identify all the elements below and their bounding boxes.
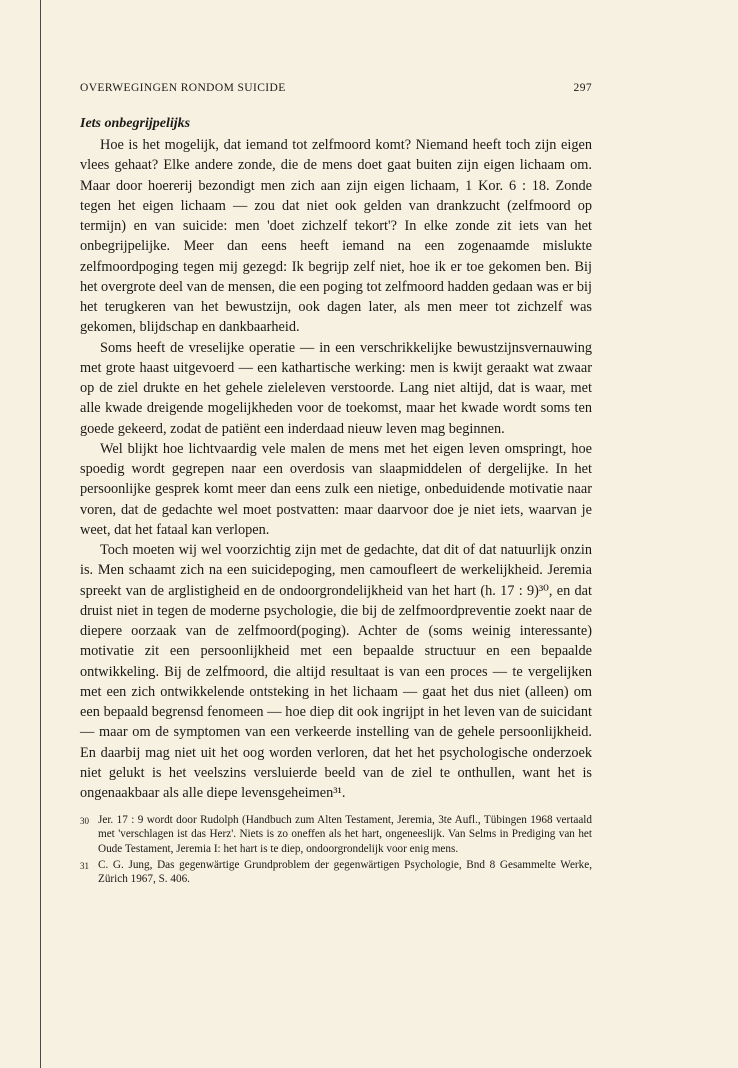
book-page: [80, 82, 592, 888]
page-number: 297: [573, 82, 592, 94]
page-edge-line: [40, 0, 41, 1068]
paragraph-1: Hoe is het mogelijk, dat iemand tot zelfmoord komt? Niemand heeft toch zijn eigen vlees gehaat? Elke andere zonde, die de mens doet gaat buiten zijn eigen lichaam om. Maar door hoererij bezondigt men zich aan zijn eigen lichaam, 1 Kor. 6 : 18. Zonde tegen het eigen lichaam — zou dat niet ook gelden van drankzucht (zelfmoord op termijn) en van suicide: men 'doet zichzelf tekort'? In elke zonde zit iets van het onbegrijpelijke. Meer dan eens heeft iemand na een zogenaamde mislukte zelfmoordpoging tegen mij gezegd: Ik begrijp zelf niet, hoe ik er toe gekomen ben. Bij het overgrote deel van de mensen, die een poging tot zelfmoord hadden gedaan was er bij het terugkeren van het bewustzijn, ook dagen later, als men meer tot zichzelf was gekomen, blijdschap en dankbaarheid.: [80, 137, 592, 336]
footnote-31: [80, 858, 592, 886]
running-head-title: OVERWEGINGEN RONDOM SUICIDE: [80, 82, 286, 94]
paragraph-4: Toch moeten wij wel voorzichtig zijn met de gedachte, dat dit of dat natuurlijk onzin is. Men schaamt zich na een suicidepoging, men camoufleert de werkelijkheid. Jeremia spreekt van de arglistigheid en de ondoorgrondelijkheid van het hart (h. 17 : 9)³⁰, en dat druist niet in tegen de moderne psychologie, die bij de zelfmoordpreventie zoekt naar de diepere oorzaak van de zelfmoord(poging). Achter de (soms weinig interessante) motivatie zit een persoonlijkheid met een bepaalde structuur en een bepaalde ontwikkeling. Bij de zelfmoord, die altijd resultaat is van een proces — te vergelijken met een zich ontwikkelende ontsteking in het lichaam — gaat het dus niet (alleen) om een bepaald begrensd fenomeen — hoe diep dit ook ingrijpt in het leven van de suicidant — maar om de symptomen van een verkeerde instelling van de gehele persoonlijkheid. En daarbij mag niet uit het oog worden verloren, dat het het psychologische onderzoek niet gelukt is het veelszins versluierde beeld van de ziel te onthullen, want het is ongenaakbaar als alle diepe levensgeheimen³¹.: [80, 542, 592, 801]
running-head: [80, 82, 592, 102]
footnote-text: C. G. Jung, Das gegenwärtige Grundproblem der gegenwärtigen Psychologie, Bnd 8 Gesammelte Werke, Zürich 1967, S. 406.: [98, 858, 592, 886]
footnotes: [80, 813, 592, 886]
paragraph-2: Soms heeft de vreselijke operatie — in een verschrikkelijke bewustzijnsvernauwing met grote haast uitgevoerd — een kathartische werking: men is kwijt geraakt wat zwaar op de ziel drukte en het gehele zieleleven verstoorde. Lang niet altijd, dat is waar, met alle kwade dreigende mogelijkheden voor de toekomst, maar het kwade wordt soms ten goede gekeerd, zodat de patiënt een inderdaad nieuw leven mag beginnen.: [80, 339, 592, 437]
footnote-number: 30: [80, 816, 89, 827]
footnote-30: [80, 813, 592, 856]
body-text: [80, 135, 592, 803]
section-title: Iets onbegrijpelijks: [80, 116, 191, 131]
paragraph-3: Wel blijkt hoe lichtvaardig vele malen de mens met het eigen leven omspringt, hoe spoedig wordt gegrepen naar een overdosis van slaapmiddelen of dergelijke. In het persoonlijke gesprek komt meer dan eens zulk een nietige, onbeduidende motivatie naar voren, dat de gedachte wel moet postvatten: maar daarvoor doe je niet iets, waarvan je weet, dat het fataal kan verlopen.: [80, 440, 592, 538]
footnote-text: Jer. 17 : 9 wordt door Rudolph (Handbuch zum Alten Testament, Jeremia, 3te Aufl., Tübingen 1968 vertaald met 'verschlagen ist das Herz'. Niets is zo oneffen als het hart, ongeneeslijk. Van Selms in Prediging van het Oude Testament, Jeremia I: het hart is te diep, ondoorgrondelijk voor enig mens.: [98, 814, 592, 855]
footnote-number: 31: [80, 860, 89, 871]
